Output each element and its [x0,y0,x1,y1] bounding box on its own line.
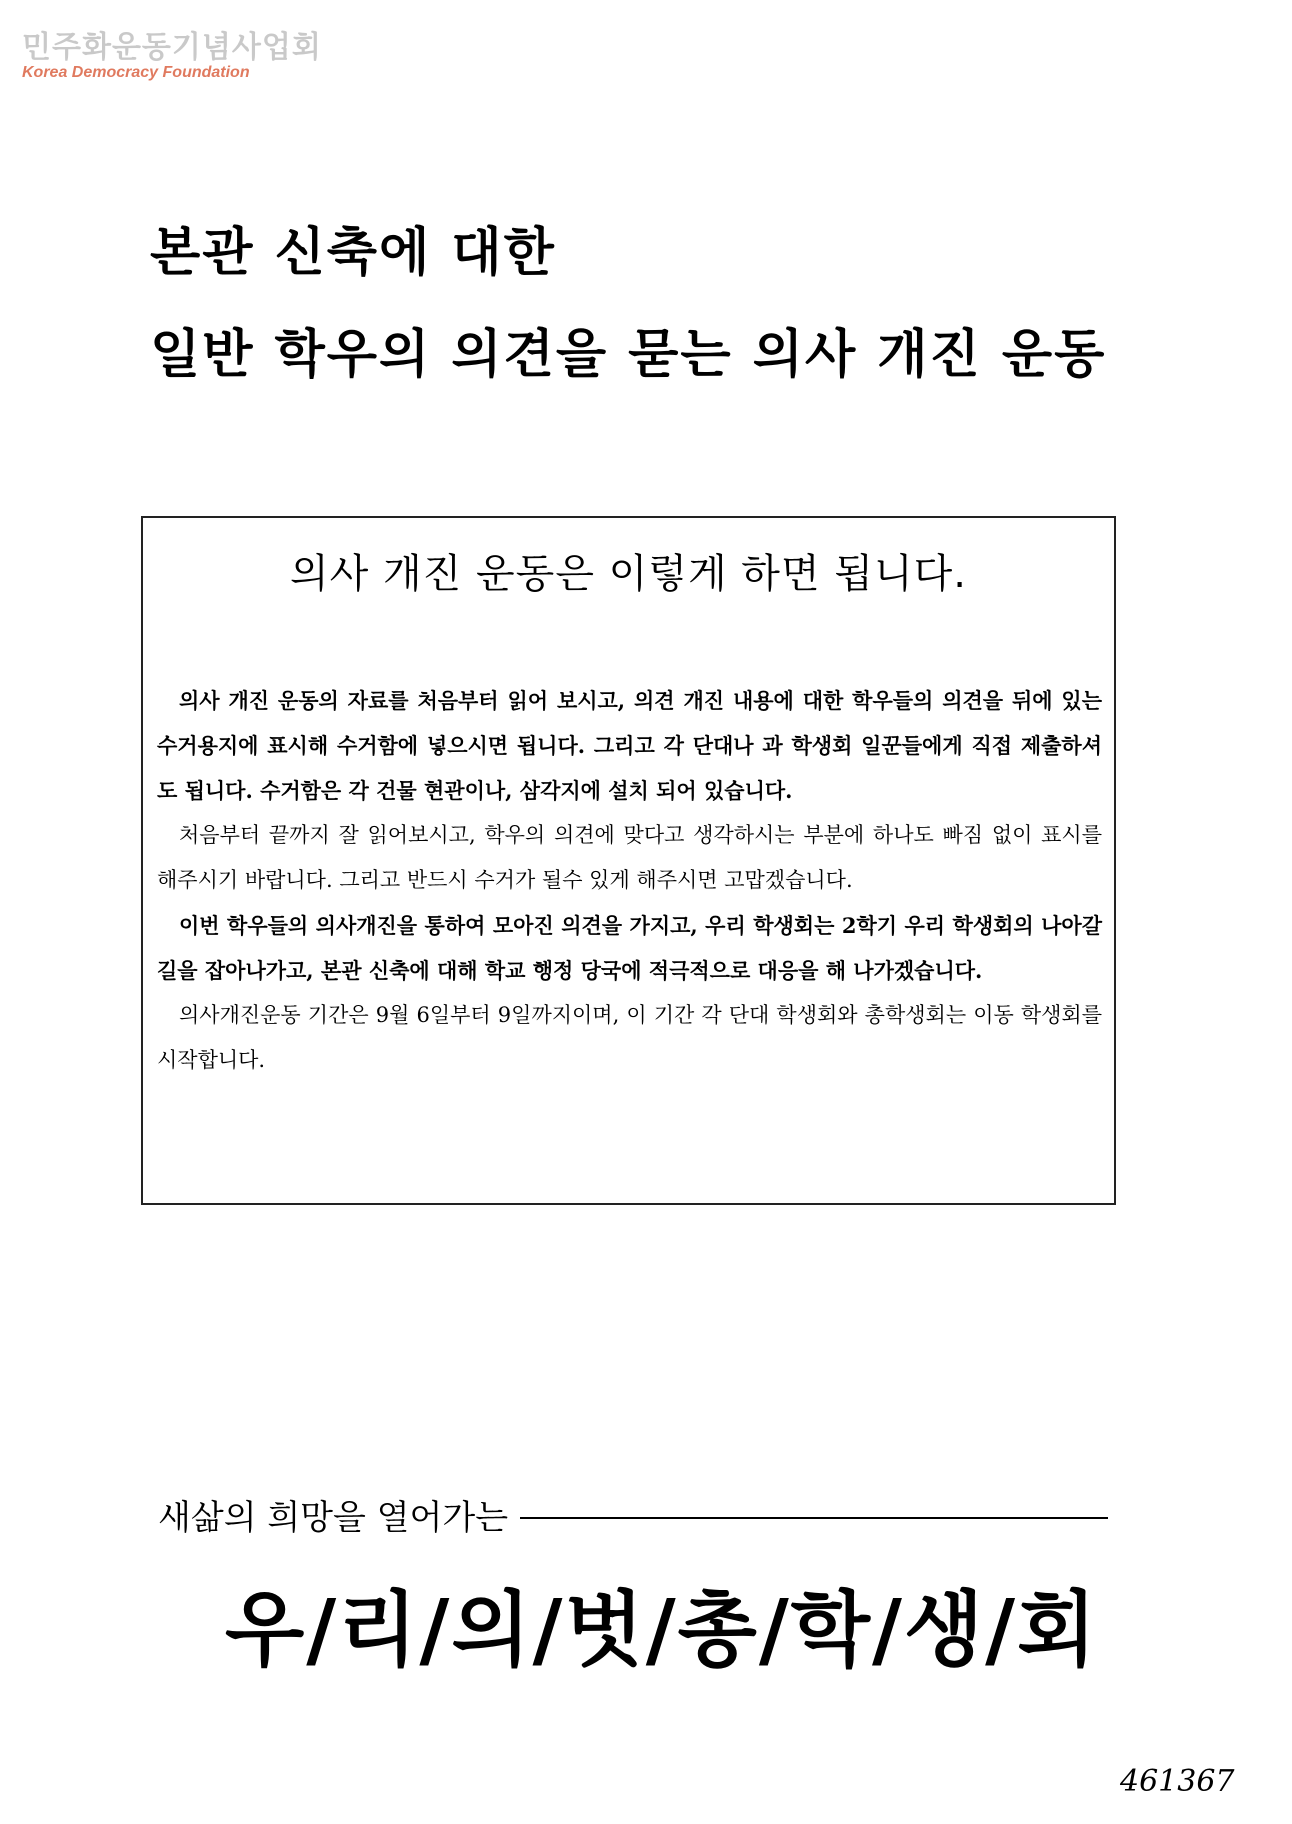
paragraph-3: 이번 학우들의 의사개진을 통하여 모아진 의견을 가지고, 우리 학생회는 2학기 우리 학생회의 나아갈 길을 잡아나가고, 본관 신축에 대해 학교 행정 당국에 적극적으로 대응을 해 나가겠습니다. [157,913,1102,983]
paragraph-2: 처음부터 끝까지 잘 읽어보시고, 학우의 의견에 맞다고 생각하시는 부분에 하나도 빠짐 없이 표시를 해주시기 바랍니다. 그리고 반드시 수거가 될수 있게 해주시면 고맙겠습니다. [157,823,1102,892]
tagline-rule [520,1517,1108,1519]
box-body [157,678,1102,1083]
paragraph-1: 의사 개진 운동의 자료를 처음부터 읽어 보시고, 의견 개진 내용에 대한 학우들의 의견을 뒤에 있는 수거용지에 표시해 수거함에 넣으시면 됩니다. 그리고 각 단대나 과 학생회 일꾼들에게 직접 제출하셔도 됩니다. 수거함은 각 건물 현관이나, 삼각지에 설치 되어 있습니다. [157,688,1102,803]
watermark-english: Korea Democracy Foundation [22,64,250,81]
tagline-row [158,1490,1108,1539]
paragraph-4: 의사개진운동 기간은 9월 6일부터 9일까지이며, 이 기간 각 단대 학생회와 총학생회는 이동 학생회를 시작합니다. [157,1003,1102,1072]
tagline: 새삶의 희망을 열어가는 [158,1498,509,1538]
document-number: 461367 [1120,1764,1235,1799]
watermark-korean: 민주화운동기념사업회 [22,30,322,65]
title-line-1: 본관 신축에 대한 [150,223,556,283]
title-line-2: 일반 학우의 의견을 묻는 의사 개진 운동 [150,325,1107,385]
box-heading: 의사 개진 운동은 이렇게 하면 됩니다. [290,551,967,597]
organization-name: 우/리/의/벗/총/학/생/회 [225,1583,1099,1678]
instructions-box [141,516,1116,1205]
